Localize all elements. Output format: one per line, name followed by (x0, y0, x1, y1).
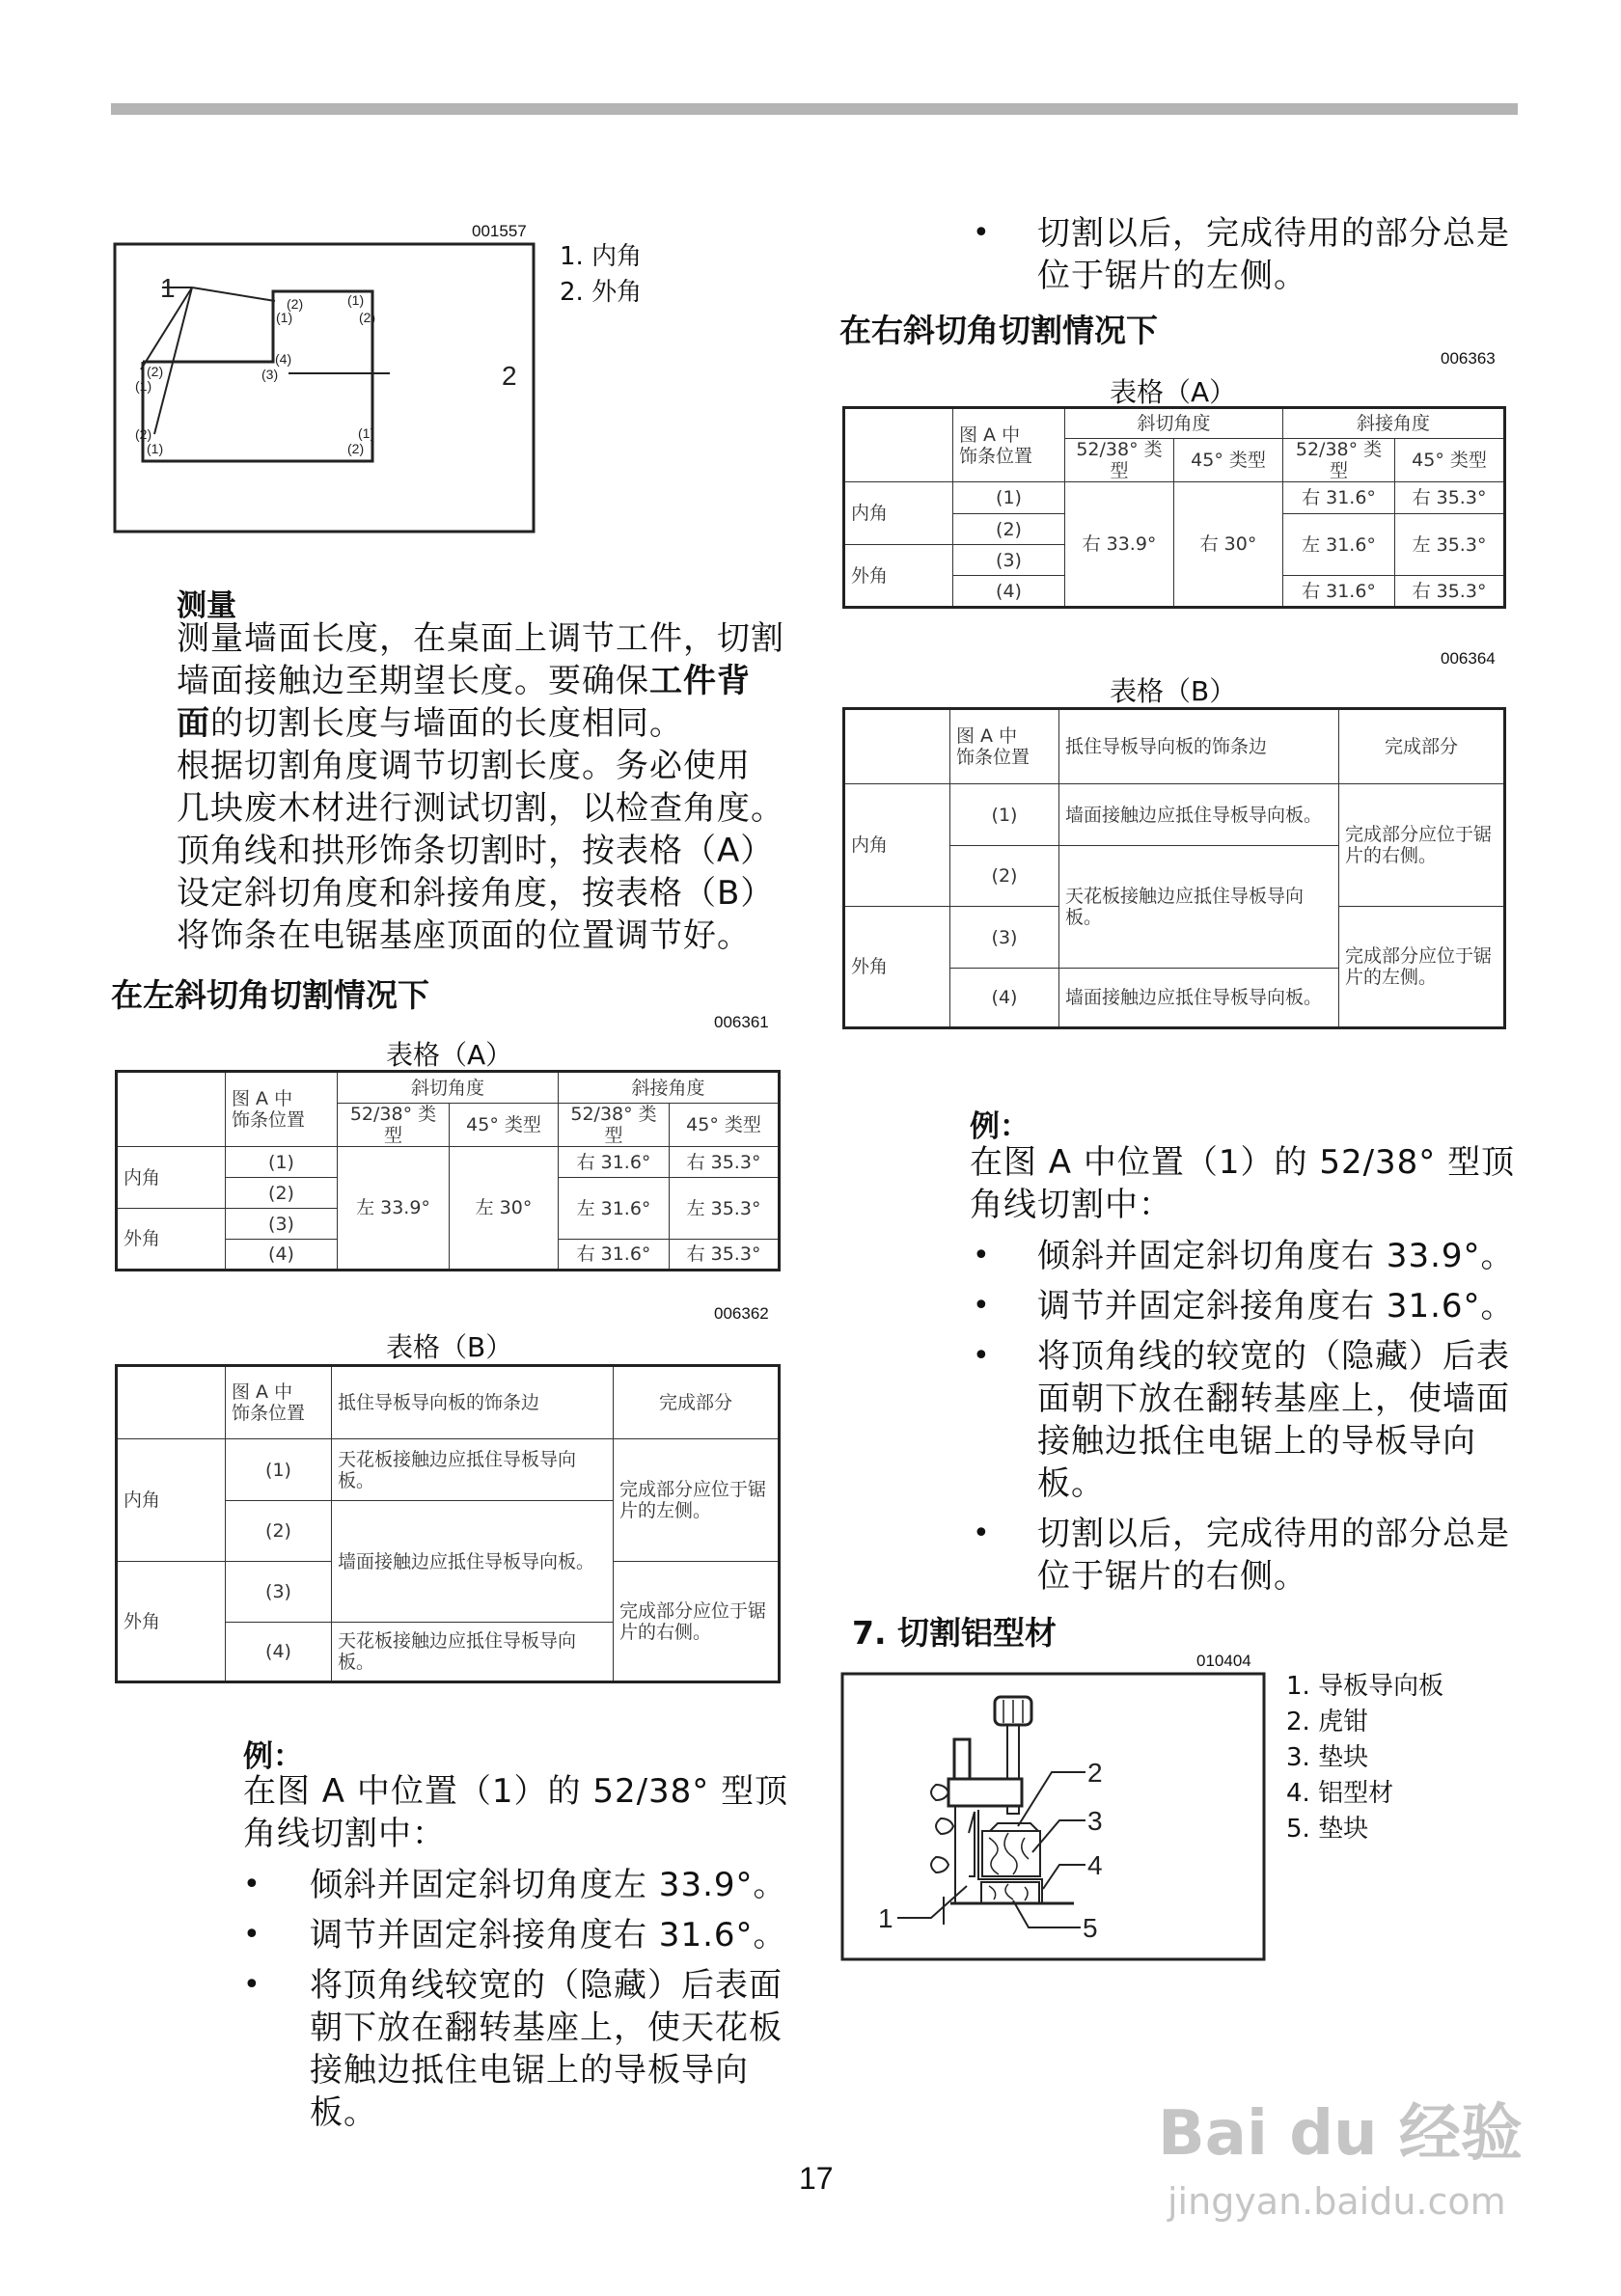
pos-label: (4) (275, 351, 292, 367)
table-cell: 斜接角度 (559, 1072, 780, 1104)
table-cell: 左 33.9° (338, 1147, 450, 1271)
table-cell: 完成部分 (1339, 709, 1505, 784)
table-cell: 完成部分应位于锯片的左侧。 (1339, 907, 1505, 1028)
table-cell (117, 1072, 226, 1147)
table-cell: 52/38° 类型 (1065, 439, 1174, 482)
text-line: 将饰条在电锯基座顶面的位置调节好。 (177, 916, 751, 955)
table-cell: (3) (950, 907, 1059, 969)
table-cell: (1) (226, 1439, 332, 1501)
callout-2: 2 (1087, 1758, 1103, 1788)
table-cell: 外角 (117, 1562, 226, 1682)
bullet-item: • 调节并固定斜接角度右 31.6°。 (973, 1287, 1515, 1326)
aluminum-clamp-diagram (842, 1674, 1264, 1959)
table-cell: (4) (950, 969, 1059, 1028)
callout-5: 5 (1083, 1913, 1098, 1943)
pos-label: (1) (147, 441, 164, 456)
table-cell: 天花板接触边应抵住导板导向板。 (332, 1439, 614, 1501)
section-heading: 在右斜切角切割情况下 (839, 312, 1158, 349)
example-intro (243, 1770, 788, 1855)
table-cell: 完成部分应位于锯片的左侧。 (614, 1439, 780, 1562)
pos-label: (3) (261, 367, 279, 382)
text-line: 根据切割角度调节切割长度。务必使用 (177, 747, 751, 785)
pos-label: (1) (135, 378, 152, 394)
text-line: 面的切割长度与墙面的长度相同。 (177, 704, 683, 743)
legend-item: 1. 导板导向板 (1286, 1672, 1444, 1701)
legend-item: 5. 垫块 (1286, 1815, 1369, 1844)
table-cell: 52/38° 类型 (338, 1104, 450, 1147)
figure-code: 010404 (1196, 1652, 1251, 1670)
pos-label: (2) (347, 441, 365, 456)
example-bullets (243, 1864, 787, 2134)
pos-label: (2) (287, 296, 304, 312)
table-cell (117, 1366, 226, 1439)
table-cell: 外角 (117, 1209, 226, 1271)
table-cell: 完成部分 (614, 1366, 780, 1439)
table-b-left (115, 1364, 781, 1683)
table-cell: 右 33.9° (1065, 482, 1174, 608)
table-caption: 表格（B） (386, 1331, 513, 1363)
text-line: 几块废木材进行测试切割，以检查角度。 (177, 789, 784, 828)
table-cell: 右 31.6° (1283, 482, 1395, 514)
bullet-item: • 调节并固定斜接角度右 31.6°。 (243, 1916, 787, 1954)
table-caption: 表格（A） (386, 1039, 513, 1071)
callout-2: 2 (502, 361, 517, 391)
table-cell: 斜切角度 (338, 1072, 559, 1104)
bullet-item: • 将顶角线较宽的（隐藏）后表面 朝下放在翻转基座上，使天花板 接触边抵住电锯上的导板导向 板。 (243, 1966, 783, 2132)
table-cell: 52/38° 类型 (559, 1104, 670, 1147)
pos-label: (2) (135, 426, 152, 442)
table-cell: 完成部分应位于锯片的右侧。 (1339, 784, 1505, 907)
table-cell: 右 35.3° (670, 1240, 780, 1271)
text-line: 角线切割中： (970, 1186, 1172, 1224)
table-cell: (4) (226, 1623, 332, 1682)
bold-text: 工件背 (649, 662, 751, 700)
table-cell: (2) (226, 1501, 332, 1562)
table-caption: 表格（B） (1110, 675, 1237, 707)
callout-1: 1 (878, 1903, 893, 1933)
table-cell: 斜接角度 (1283, 408, 1505, 439)
text-line: 顶角线和拱形饰条切割时，按表格（A） (177, 832, 775, 870)
section-heading: 在左斜切角切割情况下 (111, 976, 429, 1014)
table-cell: 抵住导板导向板的饰条边 (332, 1366, 614, 1439)
table-code: 006363 (1441, 349, 1496, 368)
text-line: 在图 A 中位置（1）的 52/38° 型顶 (243, 1772, 789, 1811)
watermark-url: jingyan.baidu.com (1168, 2180, 1506, 2223)
legend-item: 2. 虎钳 (1286, 1708, 1369, 1736)
table-cell: 天花板接触边应抵住导板导向板。 (1059, 846, 1339, 969)
callout-4: 4 (1087, 1850, 1103, 1880)
table-cell: 右 31.6° (559, 1240, 670, 1271)
table-code: 006362 (714, 1304, 769, 1323)
section-heading: 7. 切割铝型材 (852, 1614, 1057, 1652)
example-intro (970, 1141, 1515, 1226)
table-cell: (3) (226, 1209, 338, 1240)
table-cell: 右 35.3° (670, 1147, 780, 1178)
table-cell: 墙面接触边应抵住导板导向板。 (332, 1501, 614, 1623)
table-cell: 右 35.3° (1395, 576, 1505, 608)
table-cell: 外角 (844, 907, 950, 1028)
table-cell (844, 709, 950, 784)
table-cell: 45° 类型 (1395, 439, 1505, 482)
table-cell: 右 30° (1174, 482, 1283, 608)
text-line: 角线切割中： (243, 1815, 446, 1853)
bullet-item: • 切割以后，完成待用的部分总是 位于锯片的左侧。 (973, 214, 1510, 295)
callout-1: 1 (160, 273, 176, 303)
table-cell: 内角 (844, 482, 953, 545)
bullet-item: • 将顶角线的较宽的（隐藏）后表 面朝下放在翻转基座上，使墙面 接触边抵住电锯上的导板导向 板。 (973, 1337, 1510, 1503)
bullet-item: • 倾斜并固定斜切角度右 33.9°。 (973, 1237, 1515, 1275)
table-cell (844, 408, 953, 482)
pos-label: (2) (359, 310, 376, 325)
legend-item: 3. 垫块 (1286, 1743, 1369, 1772)
table-cell: 内角 (844, 784, 950, 907)
pos-label: (1) (358, 425, 375, 441)
table-cell: 45° 类型 (1174, 439, 1283, 482)
bullet-item: • 倾斜并固定斜切角度左 33.9°。 (243, 1866, 787, 1904)
text-line: 在图 A 中位置（1）的 52/38° 型顶 (970, 1143, 1516, 1182)
table-cell: 左 30° (450, 1147, 559, 1271)
table-cell: (1) (226, 1147, 338, 1178)
measure-paragraph (177, 617, 784, 957)
table-cell: 左 35.3° (670, 1178, 780, 1240)
table-cell: 内角 (117, 1147, 226, 1209)
table-cell: (4) (226, 1240, 338, 1271)
example-title: 例： (970, 1109, 1030, 1144)
table-caption: 表格（A） (1110, 376, 1237, 408)
table-cell: (2) (950, 846, 1059, 907)
page-number: 17 (799, 2161, 834, 2196)
table-code: 006364 (1441, 649, 1496, 668)
table-cell: 右 31.6° (1283, 576, 1395, 608)
table-cell: (2) (953, 514, 1065, 545)
table-a-right (842, 406, 1506, 609)
table-cell: 外角 (844, 545, 953, 608)
example-title: 例： (243, 1739, 303, 1774)
bullet-item: • 切割以后，完成待用的部分总是 位于锯片的右侧。 (973, 1515, 1510, 1596)
table-cell: 图 A 中 饰条位置 (953, 408, 1065, 482)
table-cell: 右 35.3° (1395, 482, 1505, 514)
figure-legend (1286, 1669, 1443, 1847)
table-cell: 右 31.6° (559, 1147, 670, 1178)
text-line: 墙面接触边至期望长度。要确保工件背 (177, 662, 751, 700)
table-code: 006361 (714, 1013, 769, 1031)
table-cell: 完成部分应位于锯片的右侧。 (614, 1562, 780, 1682)
corner-diagram (115, 244, 534, 532)
table-cell: (3) (953, 545, 1065, 576)
table-cell: (2) (226, 1178, 338, 1209)
table-cell: 图 A 中 饰条位置 (950, 709, 1059, 784)
table-a-left (115, 1070, 781, 1271)
figure-legend (560, 239, 642, 311)
pos-label: (1) (276, 310, 293, 325)
callout-3: 3 (1087, 1806, 1103, 1836)
section-heading: 测量 (177, 588, 236, 623)
table-cell: 抵住导板导向板的饰条边 (1059, 709, 1339, 784)
table-cell: (1) (953, 482, 1065, 514)
table-cell: 斜切角度 (1065, 408, 1283, 439)
text-line: 测量墙面长度，在桌面上调节工件，切割 (177, 619, 784, 658)
table-cell: 45° 类型 (670, 1104, 780, 1147)
table-cell: 45° 类型 (450, 1104, 559, 1147)
watermark-logo: Bai du 经验 (1158, 2098, 1523, 2170)
pos-label: (2) (147, 364, 164, 379)
table-cell: 图 A 中 饰条位置 (226, 1072, 338, 1147)
figure-code: 001557 (472, 222, 527, 240)
table-cell: 左 31.6° (559, 1178, 670, 1240)
bold-text: 面 (177, 704, 210, 743)
table-cell: (3) (226, 1562, 332, 1623)
text-line: 设定斜切角度和斜接角度，按表格（B） (177, 874, 775, 913)
table-cell: 墙面接触边应抵住导板导向板。 (1059, 969, 1339, 1028)
legend-item: 2. 外角 (560, 278, 643, 307)
example-bullets (973, 1235, 1515, 1598)
table-cell: 左 31.6° (1283, 514, 1395, 576)
table-cell: 52/38° 类型 (1283, 439, 1395, 482)
table-cell: 图 A 中 饰条位置 (226, 1366, 332, 1439)
pos-label: (1) (347, 292, 365, 308)
table-cell: 墙面接触边应抵住导板导向板。 (1059, 784, 1339, 846)
legend-item: 4. 铝型材 (1286, 1779, 1394, 1808)
table-b-right (842, 707, 1506, 1029)
legend-item: 1. 内角 (560, 242, 643, 271)
table-cell: 内角 (117, 1439, 226, 1562)
table-cell: (1) (950, 784, 1059, 846)
table-cell: 左 35.3° (1395, 514, 1505, 576)
table-cell: (4) (953, 576, 1065, 608)
table-cell: 天花板接触边应抵住导板导向板。 (332, 1623, 614, 1682)
